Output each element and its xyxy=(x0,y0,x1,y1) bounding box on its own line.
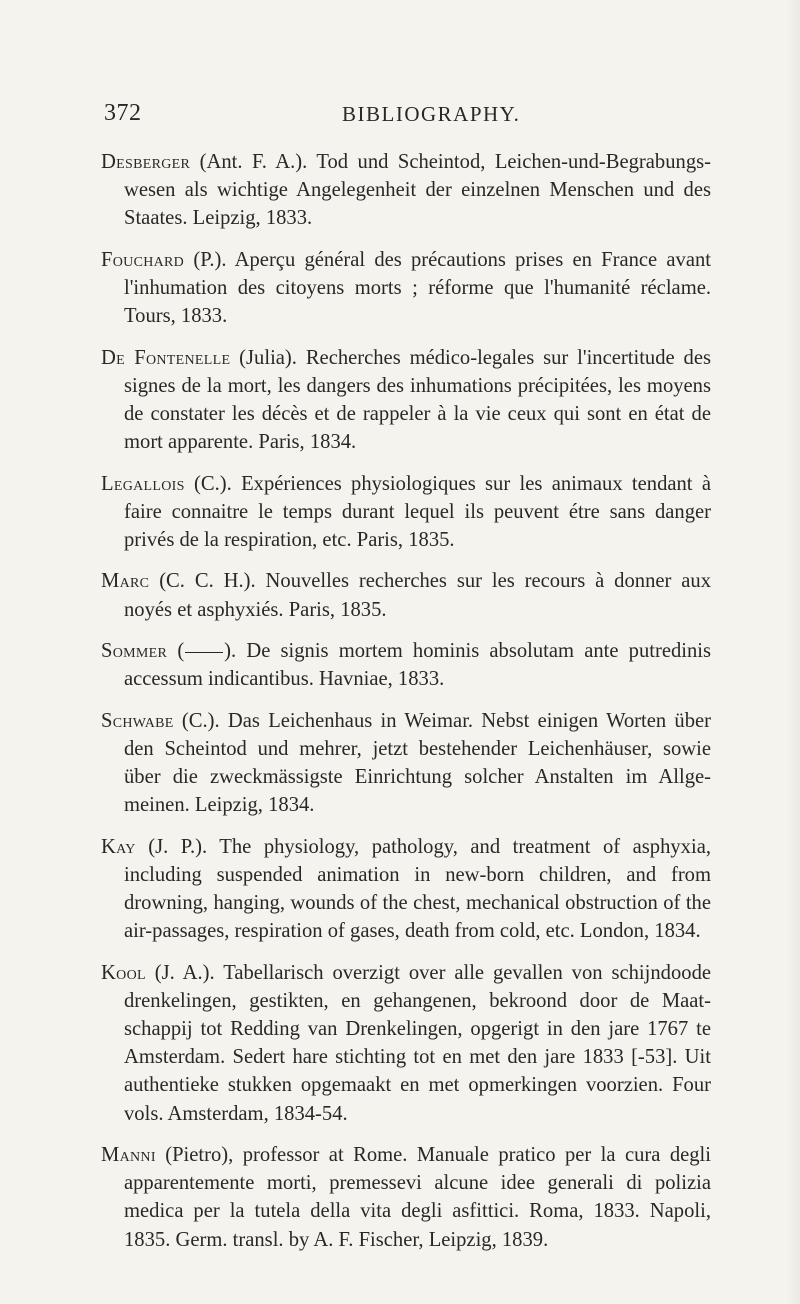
bibliography-entry xyxy=(101,959,711,1128)
bibliography-entry xyxy=(101,833,711,946)
entry-author: Marc xyxy=(101,570,150,593)
entry-text: Tabellarisch overzigt over alle gevallen von schijndoode drenkelingen, gestikten, en gehangenen, bekroond door de Maat-schappij tot Redding van Drenkelingen, opgerigt in den jare 1767 te Amsterdam. Sedert hare stichting tot en met den jare 1833 [-53]. Uit authentieke stukken opgemaakt en met opmerkingen voorzien. Four vols. Amsterdam, 1834-54. xyxy=(124,961,712,1125)
bibliography-entry xyxy=(101,344,711,457)
entry-initials-close: ). xyxy=(224,639,237,662)
running-title: BIBLIOGRAPHY. xyxy=(342,102,521,126)
bibliography-entry xyxy=(101,246,711,331)
entry-initials: (J. P.). xyxy=(148,835,208,858)
entry-initials: (Pietro), xyxy=(165,1143,234,1166)
entry-text: Aperçu général des précautions prises en France avant l'inhumation des citoyens morts ; réforme que l'humanité réclame. Tours, 1833. xyxy=(124,248,711,328)
entry-author: Schwabe xyxy=(101,709,174,732)
ditto-dash xyxy=(185,652,223,653)
page-header xyxy=(104,100,704,136)
bibliography-entry xyxy=(101,148,711,233)
entry-text: Nouvelles recherches sur les recours à donner aux noyés et asphyxiés. Paris, 1835. xyxy=(124,570,711,621)
page-edge-shadow xyxy=(786,0,800,1304)
entry-text: Das Leichenhaus in Weimar. Nebst einigen Worten über den Scheintod und mehrer, jetzt bestehender Leichenhäuser, sowie über die zweckmässigste Einrichtung solcher Anstalten im Allge-meinen. Leipzig, 1834. xyxy=(124,709,712,817)
bibliography-entry xyxy=(101,567,711,623)
entry-initials: (P.). xyxy=(193,248,227,271)
entry-author: De Fontenelle xyxy=(101,346,231,369)
entry-text: Tod und Scheintod, Leichen-und-Begrabungs-wesen als wichtige Angelegenheit der einzelnen Menschen und des Staates. Leipzig, 1833. xyxy=(124,151,711,230)
entry-text: De signis mortem hominis absolutam ante putredinis accessum indicantibus. Havniae, 1833. xyxy=(124,639,712,691)
entry-author: Manni xyxy=(101,1143,156,1166)
entry-initials-open: ( xyxy=(177,639,185,662)
bibliography-entry xyxy=(101,707,711,820)
entry-author: Kool xyxy=(101,961,146,984)
entry-initials: (C.). xyxy=(181,709,220,732)
bibliography-entry xyxy=(101,470,711,555)
bibliography-entry xyxy=(101,1141,711,1254)
entry-text: The physiology, pathology, and treatment of asphyxia, including suspended animation in new-born children, and from drowning, hanging, wounds of the chest, mechanical obstruction of the air-passages, respiration of gases, death from cold, etc. London, 1834. xyxy=(124,835,711,943)
entry-author: Legallois xyxy=(101,472,185,495)
page-number: 372 xyxy=(104,100,142,126)
bibliography-list xyxy=(101,148,711,1267)
entry-author: Kay xyxy=(101,835,136,858)
entry-text: Expériences physiologiques sur les animaux tendant à faire connaitre le temps durant lequel ils peuvent étre sans danger privés de la respiration, etc. Paris, 1835. xyxy=(124,472,711,551)
entry-initials: (J. A.). xyxy=(154,961,215,984)
entry-initials: (C.). xyxy=(194,472,232,495)
bibliography-entry xyxy=(101,637,711,693)
entry-author: Sommer xyxy=(101,639,168,662)
entry-initials: (C. C. H.). xyxy=(159,570,256,593)
entry-text: professor at Rome. Manuale pratico per la cura degli apparentemente morti, premessevi alcune idee generali di polizia medica per la tutela della vita degli asfittici. Roma, 1833. Napoli, 1835. Germ. transl. by A. F. Fischer, Leipzig, 1839. xyxy=(124,1143,711,1251)
entry-initials: (Ant. F. A.). xyxy=(199,151,308,173)
entry-author: Desberger xyxy=(101,151,191,173)
entry-text: Recherches médico-legales sur l'incertitude des signes de la mort, les dangers des inhumations précipitées, les moyens de constater les décès et de rappeler à la vie ceux qui sont en état de mort apparente. Paris, 1834. xyxy=(124,346,711,454)
entry-initials: (Julia). xyxy=(239,346,297,369)
entry-author: Fouchard xyxy=(101,248,185,271)
